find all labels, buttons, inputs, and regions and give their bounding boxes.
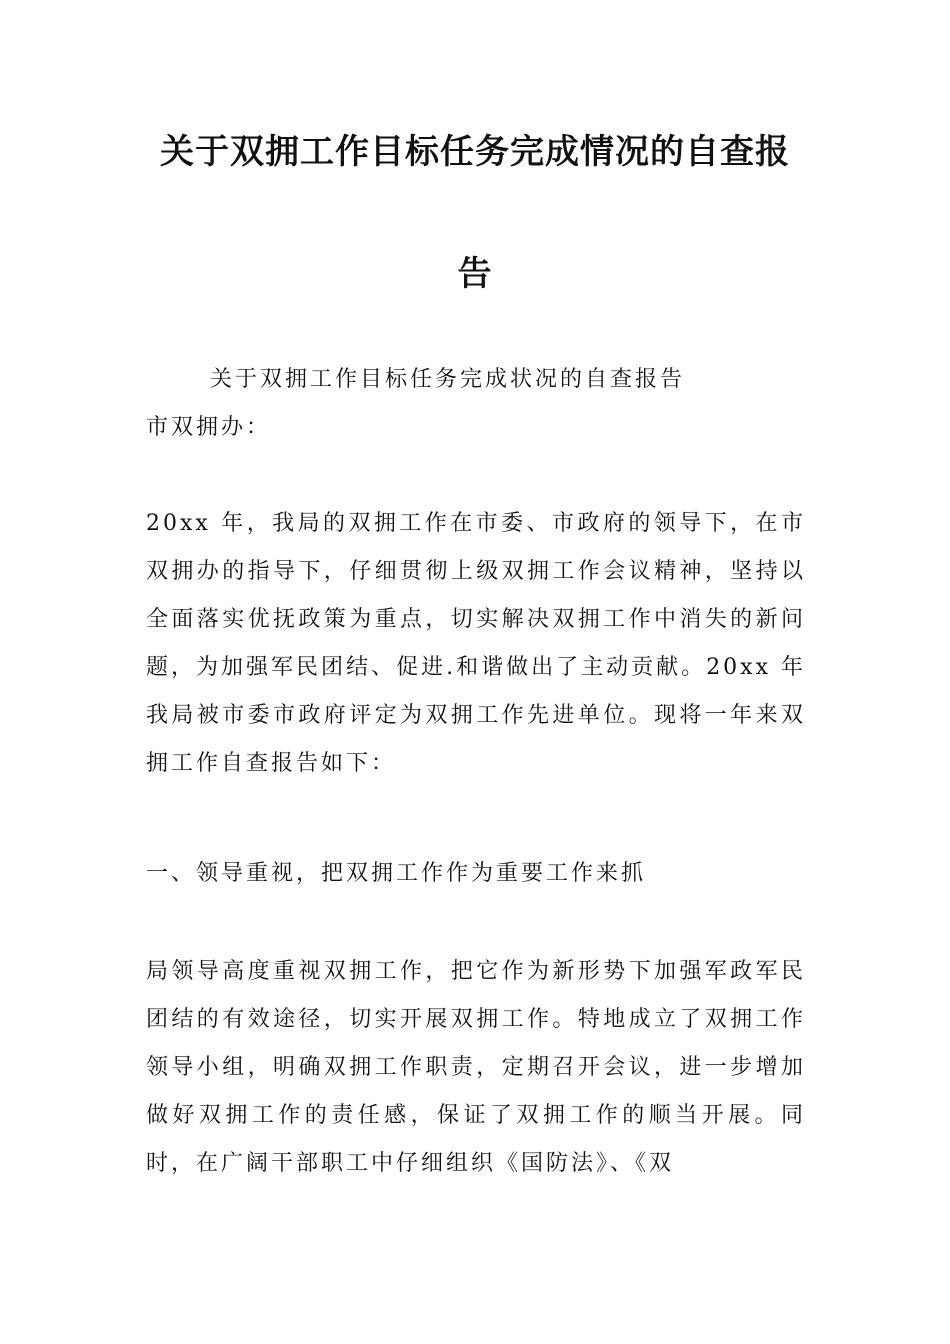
- document-title-line-1: 关于双拥工作目标任务完成情况的自查报: [160, 132, 790, 172]
- salutation: 市双拥办：: [146, 415, 272, 440]
- document-title-line-2: 告: [457, 254, 493, 294]
- section-heading-1: 一、领导重视，把双拥工作作为重要工作来抓: [146, 861, 647, 886]
- paragraph-intro: 20xx 年，我局的双拥工作在市委、市政府的领导下，在市双拥办的指导下，仔细贯彻上级双拥工作会议精神，坚持以全面落实优抚政策为重点，切实解决双拥工作中消失的新问题，为加强军民团结、促进.和谐做出了主动贡献。20xx 年我局被市委市政府评定为双拥工作先进单位。现将一年来双拥工作自查报告如下：: [146, 511, 806, 776]
- paragraph-leadership: 局领导高度重视双拥工作，把它作为新形势下加强军政军民团结的有效途径，切实开展双拥工作。特地成立了双拥工作领导小组，明确双拥工作职责，定期召开会议，进一步增加做好双拥工作的责任感，保证了双拥工作的顺当开展。同时，在广阔干部职工中仔细组织《国防法》、《双: [146, 959, 806, 1176]
- report-subtitle: 关于双拥工作目标任务完成状况的自查报告: [210, 367, 686, 392]
